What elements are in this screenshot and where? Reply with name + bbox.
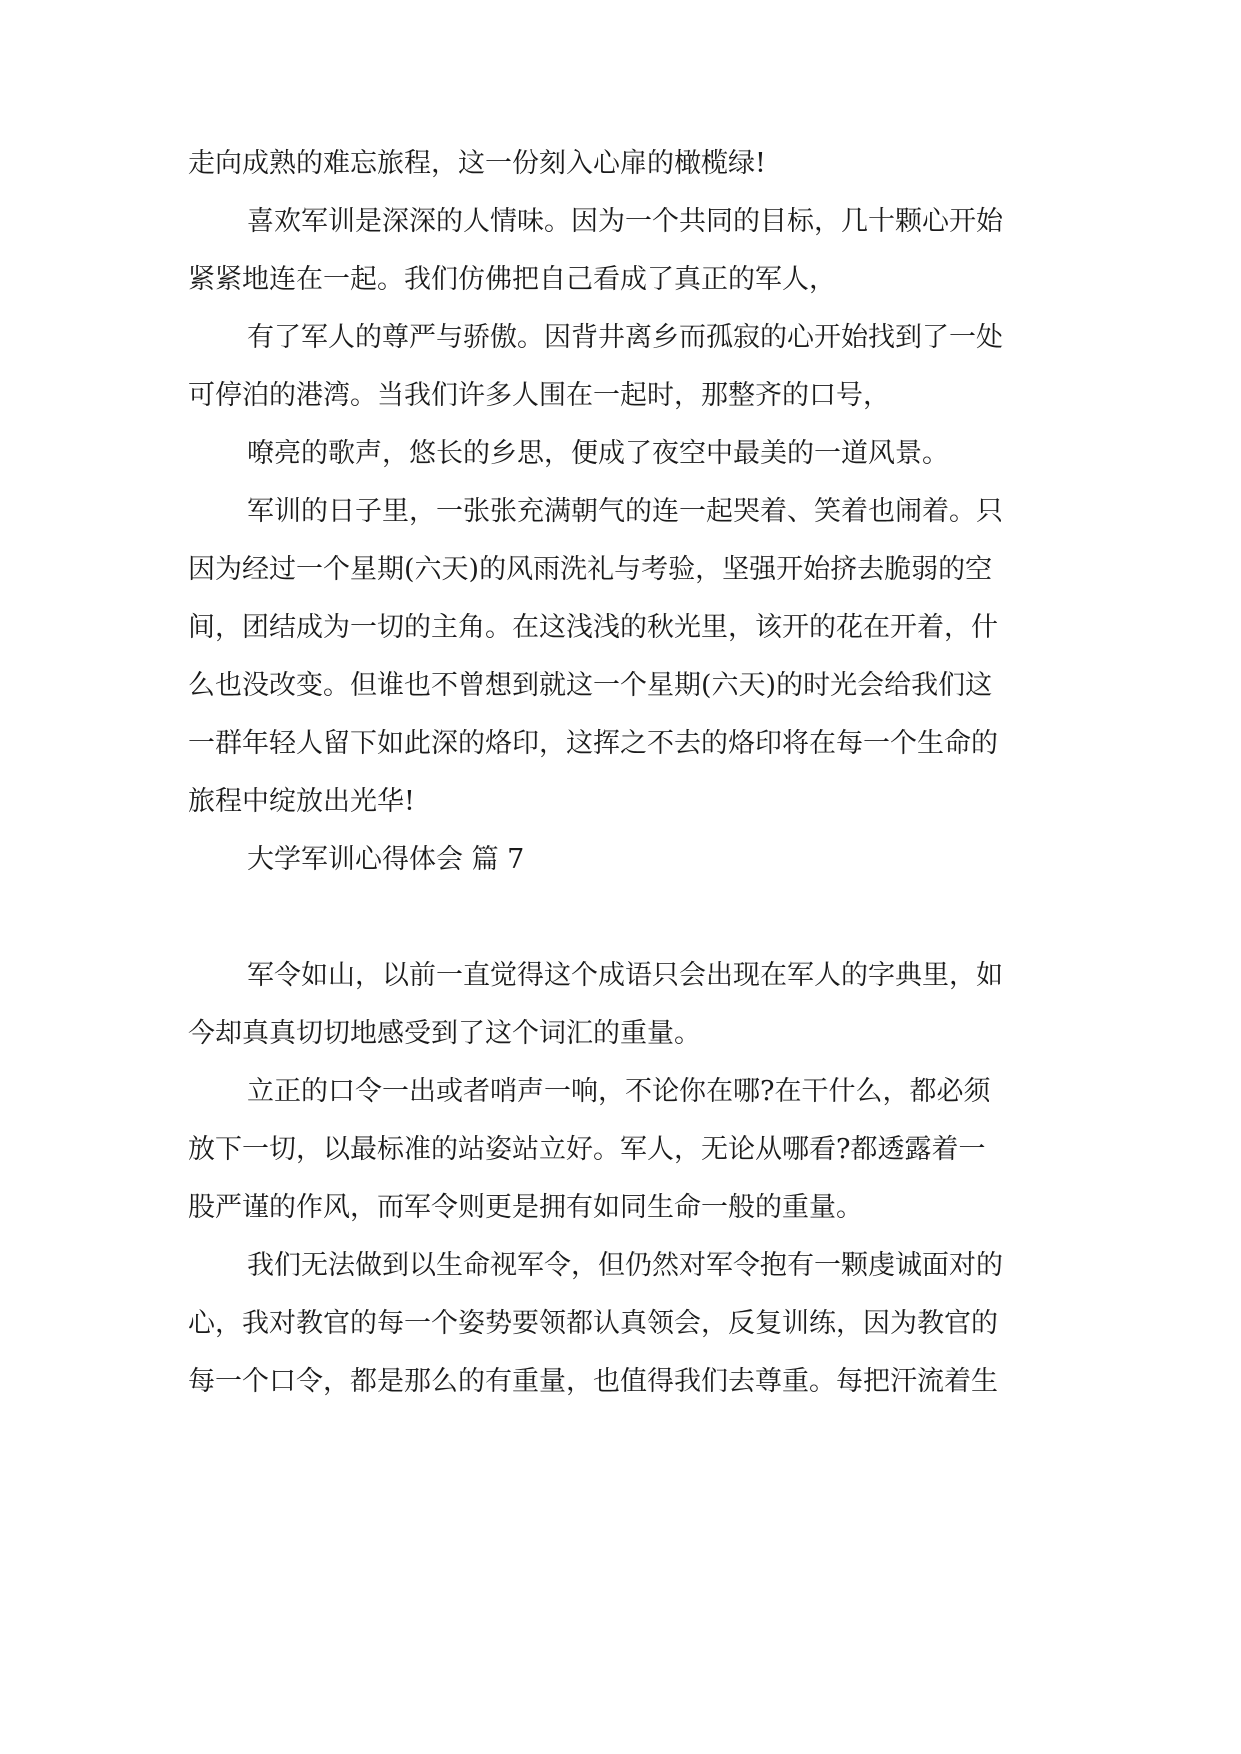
- paragraph-line: 我们无法做到以生命视军令，但仍然对军令抱有一颗虔诚面对的: [247, 1250, 1003, 1281]
- text-line: 每一个口令，都是那么的有重量，也值得我们去尊重。每把汗流着生: [188, 1366, 998, 1397]
- paragraph-line: 立正的口令一出或者哨声一响，不论你在哪?在干什么，都必须: [247, 1076, 991, 1107]
- paragraph-line: 嘹亮的歌声，悠长的乡思，便成了夜空中最美的一道风景。: [247, 438, 949, 469]
- paragraph-line: 有了军人的尊严与骄傲。因背井离乡而孤寂的心开始找到了一处: [247, 322, 1003, 353]
- paragraph-line: 喜欢军训是深深的人情味。因为一个共同的目标，几十颗心开始: [247, 206, 1003, 237]
- text-line: 间，团结成为一切的主角。在这浅浅的秋光里，该开的花在开着，什: [188, 612, 998, 643]
- text-line: 一群年轻人留下如此深的烙印，这挥之不去的烙印将在每一个生命的: [188, 728, 998, 759]
- text-line: 么也没改变。但谁也不曾想到就这一个星期(六天)的时光会给我们这: [188, 670, 993, 701]
- paragraph-line: 军令如山，以前一直觉得这个成语只会出现在军人的字典里，如: [247, 960, 1003, 991]
- text-line: 紧紧地连在一起。我们仿佛把自己看成了真正的军人，: [188, 264, 836, 295]
- text-line: 走向成熟的难忘旅程，这一份刻入心扉的橄榄绿!: [188, 148, 766, 179]
- text-line: 今却真真切切地感受到了这个词汇的重量。: [188, 1018, 701, 1049]
- paragraph-line: 军训的日子里，一张张充满朝气的连一起哭着、笑着也闹着。只: [247, 496, 1003, 527]
- text-line: 放下一切，以最标准的站姿站立好。军人，无论从哪看?都透露着一: [188, 1134, 986, 1165]
- text-line: 可停泊的港湾。当我们许多人围在一起时，那整齐的口号，: [188, 380, 890, 411]
- text-line: 旅程中绽放出光华!: [188, 786, 415, 817]
- section-heading: 大学军训心得体会 篇 7: [247, 844, 525, 875]
- text-line: 因为经过一个星期(六天)的风雨洗礼与考验，坚强开始挤去脆弱的空: [188, 554, 993, 585]
- text-line: 心，我对教官的每一个姿势要领都认真领会，反复训练，因为教官的: [188, 1308, 998, 1339]
- text-line: 股严谨的作风，而军令则更是拥有如同生命一般的重量。: [188, 1192, 863, 1223]
